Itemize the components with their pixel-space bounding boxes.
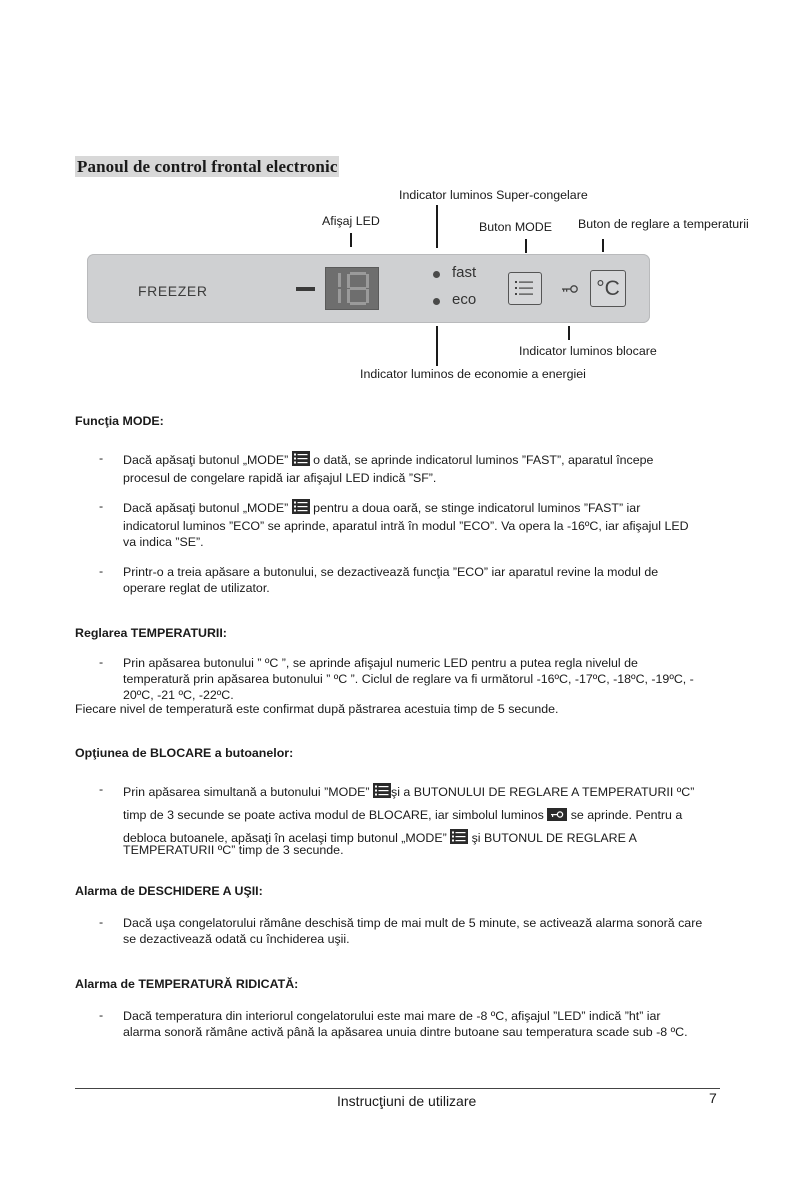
callout-temp-button: Buton de reglare a temperaturii [578,217,749,231]
leader-line-led [350,233,352,247]
leader-line-eco [436,326,438,366]
temperature-button[interactable]: °C [590,270,626,307]
led-digits-icon [326,268,378,309]
bullet-dash: - [99,782,104,796]
mode-list-icon [450,829,468,851]
fast-indicator-dot [433,271,440,278]
mode-list-icon [292,451,310,470]
footer-text: Instrucţiuni de utilizare [337,1093,477,1109]
callout-lock-indicator: Indicator luminos blocare [519,344,657,358]
callout-super-freeze: Indicator luminos Super-congelare [399,188,588,202]
fast-label: fast [452,264,477,281]
eco-label: eco [452,291,477,308]
bullet-dash: - [99,1008,104,1022]
bullet-dash: - [99,655,104,669]
lock-text-last-line: TEMPERATURII ºC” timp de 3 secunde. [123,843,344,857]
footer-divider [75,1088,720,1089]
leader-line-temp [602,239,604,252]
page-title: Panoul de control frontal electronic [77,157,338,176]
leader-line-lock [568,326,570,340]
lock-key-icon [547,807,567,828]
mode-list-icon [509,273,540,303]
bullet-dash: - [99,915,104,929]
led-display [325,267,379,310]
callout-eco-indicator: Indicator luminos de economie a energiei [360,367,586,381]
key-lock-icon [560,283,580,298]
page-number: 7 [709,1090,717,1106]
mode-list-icon [292,499,310,518]
section-heading-lock: Opţiunea de BLOCARE a butoanelor: [75,746,294,760]
eco-indicator-dot [433,298,440,305]
bullet-dash: - [99,451,104,465]
section-heading-high-temperature: Alarma de TEMPERATURĂ RIDICATĂ: [75,977,299,991]
mode-button[interactable] [508,272,542,305]
minus-sign [296,287,315,291]
temperature-note: Fiecare nivel de temperatură este confirmat după păstrarea acestuia timp de 5 secunde. [75,702,559,716]
callout-mode-button: Buton MODE [479,220,552,234]
freezer-label: FREEZER [138,283,208,299]
bullet-dash: - [99,499,104,513]
section-heading-mode: Funcţia MODE: [75,414,164,428]
callout-led-display: Afişaj LED [322,214,380,228]
leader-line-super [436,205,438,248]
leader-line-mode [525,239,527,253]
mode-list-icon [373,783,391,805]
section-heading-door: Alarma de DESCHIDERE A UŞII: [75,884,263,898]
section-heading-temperature: Reglarea TEMPERATURII: [75,626,227,640]
bullet-dash: - [99,564,104,578]
